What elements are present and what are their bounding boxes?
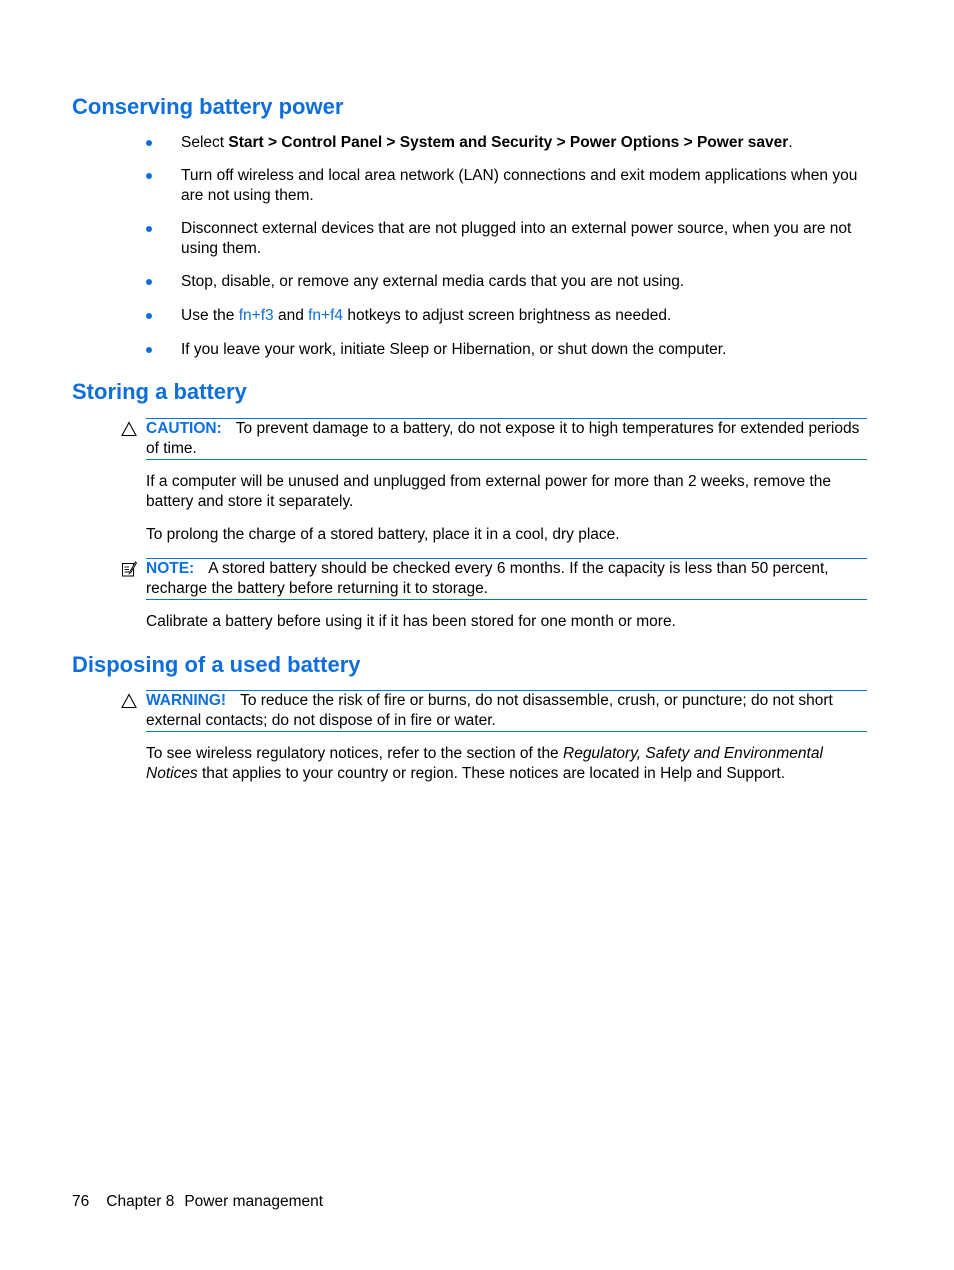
document-page: Conserving battery power Select Start > Control Panel > System and Security > Power Options > Power saver. Turn off wireless and local area network (LAN) connections and exit modem applications when you are not using them. Disconnect external devices that are not plugged into an external power source, when you are not using them. Stop, disable, or remove any external media cards that you are not using. Use the fn+f3 and fn+f4 hotkeys to adjust screen brightness as needed. If you leave your work, initiate Sleep or Hibernation, or shut down the computer. Storing a battery CAUTION: To prevent damage to a battery, do not expose it to high temperatures for extended periods of time. If a computer will be unused and unplugged from external power for more than 2 weeks, remove the battery and store it separately. To prolong the charge of a stored battery, place it in a cool, dry place. NOTE: A stored battery should be checked every 6 months. If the capacity is less than 50 percent, recharge the battery before returning it to storage. Calibrate a battery before using it if it has been stored for one month or more. Disposing of a used battery WARNING! To reduce the risk of fire or burns, do not disassemble, crush, or puncture; do not short external contacts; do not dispose of in fire or water. To see wireless regulatory notices, refer to the section of the Regulatory, Safety and Environmental Notices that applies to your country or region. These notices are located in Help and Support. 76 Chapter 8 Power management <box>0 0 954 1270</box>
hotkey-link-fn-f4[interactable]: fn+f4 <box>308 307 344 324</box>
storing-paragraph-3: Calibrate a battery before using it if it has been stored for one month or more. <box>146 613 676 630</box>
storing-paragraph-1: If a computer will be unused and unplugged from external power for more than 2 weeks, remove the battery and store it separately. <box>146 473 831 510</box>
disposing-paragraph: To see wireless regulatory notices, refer to the section of the Regulatory, Safety and Environmental Notices that applies to your country or region. These notices are located in Help and Support. <box>146 745 823 782</box>
caution-text: To prevent damage to a battery, do not expose it to high temperatures for extended periods of time. <box>146 420 860 457</box>
note-box <box>146 558 867 600</box>
bullet-icon <box>146 173 152 179</box>
note-text: A stored battery should be checked every 6 months. If the capacity is less than 50 percent, recharge the battery before returning it to storage. <box>146 560 829 597</box>
bullet-icon <box>146 313 152 319</box>
warning-triangle-icon <box>121 693 137 709</box>
bullet-icon <box>146 347 152 353</box>
menu-path: Start > Control Panel > System and Security > Power Options > Power saver <box>228 134 789 151</box>
footer-chapter: Chapter 8 <box>106 1193 175 1210</box>
page-footer <box>72 1193 323 1211</box>
caution-box <box>146 418 867 460</box>
caution-label: CAUTION: <box>146 420 222 437</box>
section-title-conserving: Conserving battery power <box>72 94 344 119</box>
note-label: NOTE: <box>146 560 195 577</box>
storing-paragraph-2: To prolong the charge of a stored battery, place it in a cool, dry place. <box>146 526 620 543</box>
warning-box <box>146 690 867 732</box>
warning-text: To reduce the risk of fire or burns, do not disassemble, crush, or puncture; do not short external contacts; do not dispose of in fire or water. <box>146 692 833 729</box>
document-reference: Regulatory, Safety and Environmental Notices <box>146 745 823 782</box>
warning-label: WARNING! <box>146 692 227 709</box>
bullet-icon <box>146 226 152 232</box>
section-title-disposing: Disposing of a used battery <box>72 652 361 677</box>
page-number: 76 <box>72 1193 90 1210</box>
bullet-icon <box>146 279 152 285</box>
note-pad-icon <box>121 561 137 577</box>
warning-triangle-icon <box>121 421 137 437</box>
section-title-storing: Storing a battery <box>72 379 247 404</box>
bullet-icon <box>146 140 152 146</box>
footer-chapter-title: Power management <box>184 1193 324 1210</box>
hotkey-link-fn-f3[interactable]: fn+f3 <box>238 307 274 324</box>
